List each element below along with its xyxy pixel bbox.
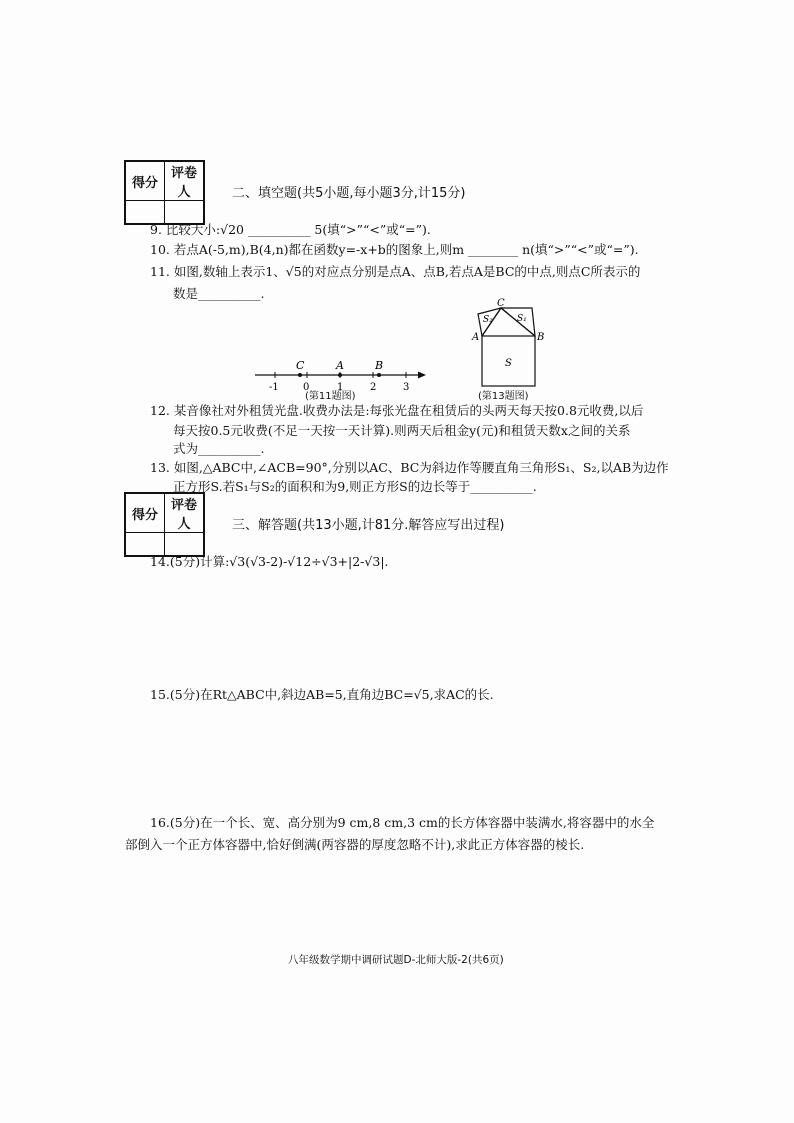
label-a: A [336, 359, 344, 372]
tick-label-1: 1 [337, 382, 344, 393]
label-c: C [296, 359, 305, 372]
question-16-line1: 16.(5分)在一个长、宽、高分别为9 cm,8 cm,3 cm的长方体容器中装满水,将容器中的水全 [150, 815, 655, 830]
score-label: 得分 [125, 161, 165, 201]
question-16-line2: 部倒入一个正方体容器中,恰好倒满(两容器的厚度忽略不计),求此正方体容器的棱长. [125, 837, 585, 852]
label-b: B [375, 359, 384, 372]
question-11-line1: 11. 如图,数轴上表示1、√5的对应点分别是点A、点B,若点A是BC的中点,则点C所表示的 [150, 264, 641, 279]
label-b-vertex: B [537, 332, 545, 343]
question-14: 14.(5分)计算:√3(√3-2)-√12÷√3+|2-√3|. [150, 554, 389, 569]
question-13-line2: 正方形S.若S₁与S₂的面积和为9,则正方形S的边长等于__________. [173, 479, 537, 494]
tick-label-0: 0 [303, 382, 310, 393]
tick-label-minus1: -1 [269, 382, 279, 393]
point-c [298, 373, 302, 377]
reviewer-label: 评卷人 [165, 493, 205, 533]
page-footer: 八年级数学期中调研试题D-北师大版-2(共6页) [288, 954, 504, 966]
section2-title: 二、填空题(共5小题,每小题3分,计15分) [232, 186, 466, 201]
reviewer-label: 评卷人 [165, 161, 205, 201]
question-12-line3: 式为__________. [173, 441, 265, 456]
label-a-vertex: A [472, 332, 480, 343]
question-15: 15.(5分)在Rt△ABC中,斜边AB=5,直角边BC=√5,求AC的长. [150, 687, 494, 702]
question-10: 10. 若点A(-5,m),B(4,n)都在函数y=-x+b的图象上,则m ________ n(填“>”“<”或“=”). [150, 242, 639, 257]
section3-title: 三、解答题(共13小题,计81分.解答应写出过程) [232, 518, 505, 533]
point-a [338, 373, 342, 377]
question-12-line1: 12. 某音像社对外租赁光盘.收费办法是:每张光盘在租赁后的头两天每天按0.8元收费,以后 [150, 403, 644, 418]
figure-11-caption: (第11题图) [305, 391, 356, 402]
tick-label-2: 2 [370, 382, 377, 393]
question-12-line2: 每天按0.5元收费(不足一天按一天计算).则两天后租金y(元)和租赁天数x之间的关系 [173, 423, 631, 438]
number-line-arrow [418, 372, 426, 379]
label-s: S [505, 358, 512, 369]
point-b [377, 373, 381, 377]
question-13-line1: 13. 如图,△ABC中,∠ACB=90°,分别以AC、BC为斜边作等腰直角三角形S₁、S₂,以AB为边作 [150, 460, 669, 475]
score-label: 得分 [125, 493, 165, 533]
label-s1: S₁ [517, 314, 527, 324]
label-s2: S₂ [483, 315, 493, 325]
label-c-vertex: C [497, 298, 505, 309]
question-9: 9. 比较大小:√20 __________ 5(填“>”“<”或“=”). [150, 222, 431, 237]
question-11-line2: 数是__________. [173, 286, 265, 301]
score-box-section2 [124, 160, 205, 225]
score-box-section3 [124, 492, 205, 557]
tick-label-3: 3 [403, 382, 410, 393]
figure-13-diagram [470, 298, 550, 390]
figure-13-caption: (第13题图) [478, 391, 529, 402]
